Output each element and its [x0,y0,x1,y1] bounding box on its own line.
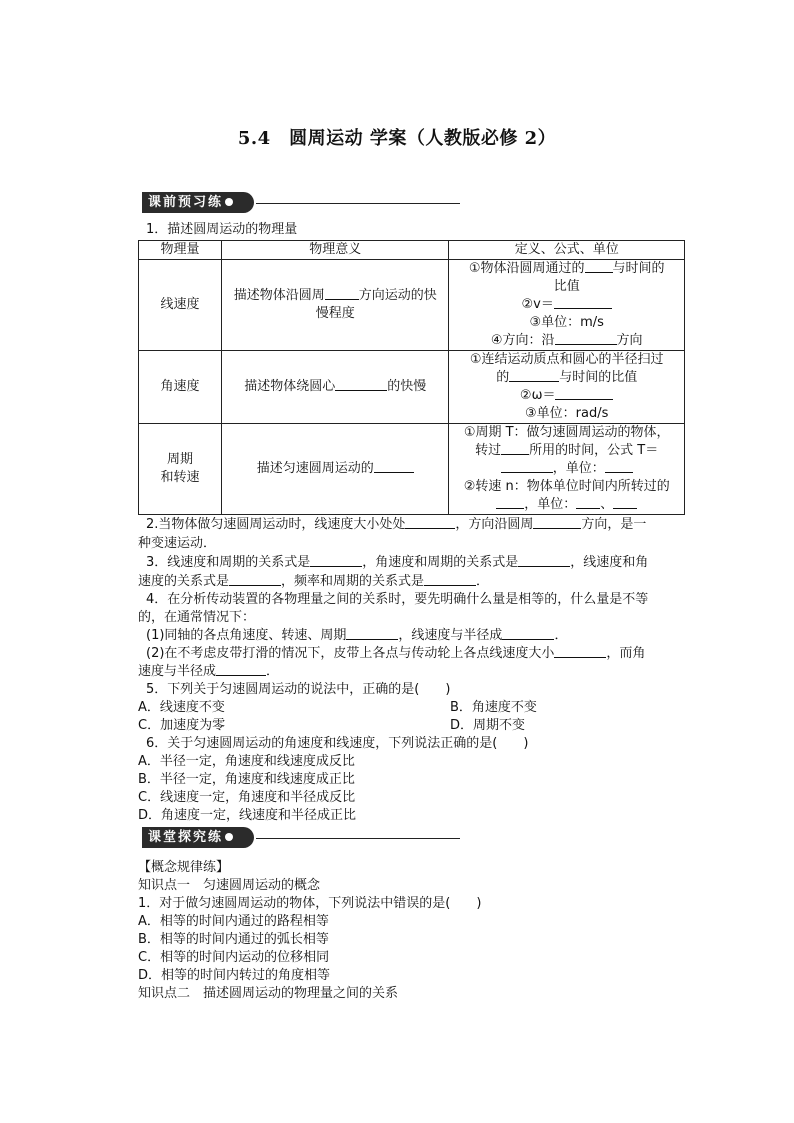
blank [310,554,362,567]
section-tag [142,192,254,213]
blank [509,369,559,382]
table-header: 定义、公式、单位 [449,241,685,260]
blank [613,496,637,509]
paragraph-text: ，而角 [606,646,646,661]
option-a: A．线速度不变 [138,700,225,715]
meaning-text: 描述匀速圆周运动的 [256,461,374,476]
concept-heading: 【概念规律练】 [138,860,230,875]
paragraph-2 [146,516,646,534]
definition-text: ，单位： [552,461,605,476]
blank [555,332,617,345]
definition-text: ②v＝ [521,297,554,312]
option-b: B．角速度不变 [450,700,537,715]
option-b: B．半径一定，角速度和线速度成正比 [138,772,355,787]
definition-text: ，单位： [524,497,577,512]
blank [405,516,455,529]
physics-quantities-table [138,240,685,515]
blank [605,460,633,473]
option-b: B．相等的时间内通过的弧长相等 [138,932,329,947]
option-d: D．相等的时间内转过的角度相等 [138,968,331,983]
quantity-meaning [222,260,449,351]
option-c: C．加速度为零 [138,718,226,733]
quantity-name: 角速度 [139,351,222,424]
table-row [139,424,685,515]
section-tag [142,827,254,848]
option-a: A．相等的时间内通过的路程相等 [138,914,329,929]
option-d: D．周期不变 [450,718,526,733]
blank [325,287,359,300]
definition-text: 所用的时间，公式 T＝ [529,443,659,458]
definition-text: ④方向：沿 [490,333,555,348]
paragraph-text: ，线速度与半径成 [398,628,503,643]
quantity-name-line: 和转速 [160,470,200,485]
blank [374,460,414,473]
meaning-text: 慢程度 [315,306,355,321]
definition-text: ②ω＝ [519,388,556,403]
page-title: 5.4 圆周运动 学案（人教版必修 2） [237,128,557,149]
definition-text: 比值 [553,279,580,294]
blank [576,496,600,509]
section-rule [256,203,460,204]
blank [496,496,524,509]
paragraph-text: ，方向沿圆周 [455,517,534,532]
paragraph-text: 2.当物体做匀速圆周运动时，线速度大小处处 [146,517,406,532]
blank [346,627,398,640]
blank [518,554,570,567]
paragraph-text: ． [266,664,280,679]
question-5: 5．下列关于匀速圆周运动的说法中，正确的是( ) [146,682,451,697]
bullet-icon [225,833,233,841]
definition-text: 、 [600,497,614,512]
bullet-icon [225,198,233,206]
blank [501,460,553,473]
table-row [139,260,685,351]
paragraph-4-item-1 [146,627,567,645]
blank [216,663,266,676]
quantity-definition [449,351,685,424]
paragraph-4: 4．在分析传动装置的各物理量之间的关系时，要先明确什么量是相等的，什么量是不等 [146,592,649,607]
blank [501,442,529,455]
paragraph-text: ，频率和周期的关系式是 [281,574,425,589]
knowledge-point-2: 知识点二 描述圆周运动的物理量之间的关系 [138,986,399,1001]
paragraph-text: 速度的关系式是 [138,574,230,589]
knowledge-point-1: 知识点一 匀速圆周运动的概念 [138,878,321,893]
paragraph-text: 3．线速度和周期的关系式是 [146,555,311,570]
definition-text: ③单位：m/s [529,315,604,330]
quantity-name-line: 周期 [167,452,194,467]
blank [554,296,612,309]
blank [502,627,554,640]
paragraph-text: ． [476,574,490,589]
paragraph-text: 方向，是一 [581,517,647,532]
paragraph-text: ，线速度和角 [570,555,649,570]
paragraph-text: ，角速度和周期的关系式是 [362,555,519,570]
definition-text: 方向 [616,333,643,348]
knowledge-question-1: 1．对于做匀速圆周运动的物体，下列说法中错误的是( ) [138,896,482,911]
blank [533,516,581,529]
definition-text: ③单位：rad/s [525,406,609,421]
question-heading: 1．描述圆周运动的物理量 [146,222,298,237]
quantity-definition [449,260,685,351]
section-rule [256,838,460,839]
option-c: C．线速度一定，角速度和半径成反比 [138,790,356,805]
option-c: C．相等的时间内运动的位移相同 [138,950,330,965]
definition-text: 与时间的比值 [559,370,638,385]
definition-text: ①物体沿圆周通过的 [468,261,585,276]
definition-text: 的 [496,370,510,385]
definition-text: 与时间的 [612,261,665,276]
definition-text: ①周期 T：做匀速圆周运动的物体， [463,425,670,440]
section-label: 课前预习练 [148,195,224,210]
paragraph-3 [146,554,648,572]
meaning-text: 描述物体绕圆心 [244,379,336,394]
option-a: A．半径一定，角速度和线速度成反比 [138,754,355,769]
table-header: 物理量 [139,241,222,260]
paragraph-4-item-2-cont [138,663,279,681]
section-label: 课堂探究练 [148,830,224,845]
quantity-name [139,424,222,515]
paragraph-text: (1)同轴的各点角速度、转速、周期 [146,628,347,643]
option-d: D．角速度一定，线速度和半径成正比 [138,808,357,823]
paragraph-4-cont: 的，在通常情况下： [138,610,256,625]
paragraph-text: (2)在不考虑皮带打滑的情况下，皮带上各点与传动轮上各点线速度大小 [146,646,555,661]
blank [335,378,387,391]
meaning-text: 的快慢 [387,379,427,394]
question-6: 6．关于匀速圆周运动的角速度和线速度，下列说法正确的是( ) [146,736,529,751]
blank [555,387,613,400]
meaning-text: 方向运动的快 [358,288,437,303]
meaning-text: 描述物体沿圆周 [233,288,325,303]
quantity-meaning [222,424,449,515]
blank [229,573,281,586]
paragraph-2-cont: 种变速运动． [138,536,217,551]
blank [554,645,606,658]
paragraph-text: ． [554,628,568,643]
definition-text: ②转速 n：物体单位时间内所转过的 [463,479,670,494]
quantity-meaning [222,351,449,424]
definition-text: 转过 [475,443,502,458]
blank [585,260,613,273]
table-header-row [139,241,685,260]
blank [424,573,476,586]
quantity-definition [449,424,685,515]
paragraph-4-item-2 [146,645,645,663]
table-row [139,351,685,424]
paragraph-3-cont [138,573,489,591]
quantity-name: 线速度 [139,260,222,351]
paragraph-text: 速度与半径成 [138,664,217,679]
definition-text: ①连结运动质点和圆心的半径扫过 [469,352,664,367]
table-header: 物理意义 [222,241,449,260]
